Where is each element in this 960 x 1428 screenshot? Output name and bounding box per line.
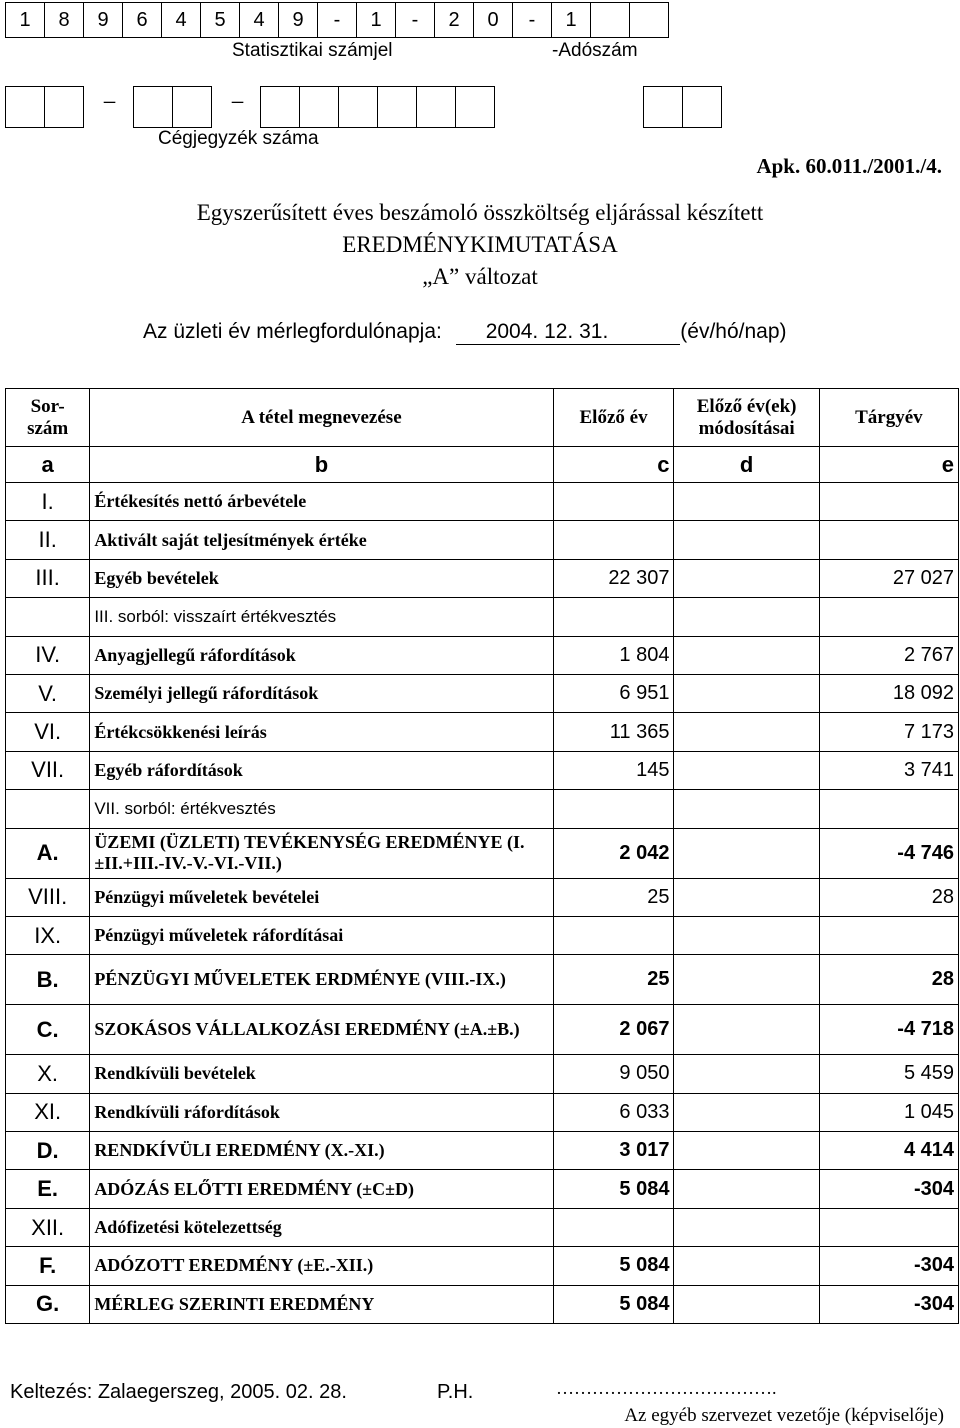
row-number: IV. [6, 636, 90, 674]
table-row [6, 1093, 959, 1131]
registry-cell [643, 86, 683, 128]
stat-number-cell: 1 [356, 2, 396, 38]
row-number [6, 790, 90, 828]
stat-number-cell: 4 [239, 2, 279, 38]
table-row [6, 751, 959, 789]
row-number: A. [6, 828, 90, 878]
letter-e: e [819, 447, 958, 483]
table-row [6, 636, 959, 674]
row-current-year: 7 173 [819, 713, 958, 751]
signature-dots: ………………………………. [556, 1378, 777, 1398]
stamp-mark: P.H. [437, 1381, 474, 1403]
table-row [6, 878, 959, 916]
registry-cell [172, 86, 212, 128]
row-current-year: 28 [819, 878, 958, 916]
row-previous-year: 25 [553, 878, 674, 916]
row-modifications [674, 916, 819, 954]
row-name: Rendkívüli ráfordítások [90, 1093, 553, 1131]
row-previous-year: 2 042 [553, 828, 674, 878]
registry-cell [377, 86, 417, 128]
row-modifications [674, 751, 819, 789]
stat-number-cell: 1 [551, 2, 591, 38]
row-current-year [819, 1208, 958, 1246]
row-current-year: 27 027 [819, 559, 958, 597]
row-name: ADÓZOTT EREDMÉNY (±E.-XII.) [90, 1247, 553, 1285]
row-name: III. sorból: visszaírt értékvesztés [90, 598, 553, 636]
table-row [6, 790, 959, 828]
row-name: Rendkívüli bevételek [90, 1055, 553, 1093]
registry-cell [455, 86, 495, 128]
registry-cell [44, 86, 84, 128]
row-modifications [674, 1132, 819, 1170]
row-number: I. [6, 483, 90, 521]
balance-date-line [143, 320, 787, 345]
registry-cells-group1 [5, 86, 83, 128]
stat-number-cell: 0 [473, 2, 513, 38]
row-previous-year: 6 951 [553, 674, 674, 712]
row-previous-year: 145 [553, 751, 674, 789]
stat-number-cell: 9 [83, 2, 123, 38]
row-name: RENDKÍVÜLI EREDMÉNY (X.-XI.) [90, 1132, 553, 1170]
stat-number-cell: 4 [161, 2, 201, 38]
title-line-1: Egyszerűsített éves beszámoló összköltség eljárással készített [196, 200, 764, 225]
table-row [6, 828, 959, 878]
letter-d: d [674, 447, 819, 483]
row-number: XI. [6, 1093, 90, 1131]
row-name: Pénzügyi műveletek ráfordításai [90, 916, 553, 954]
row-name: Egyéb ráfordítások [90, 751, 553, 789]
row-number: VIII. [6, 878, 90, 916]
table-row [6, 674, 959, 712]
place-and-date: Keltezés: Zalaegerszeg, 2005. 02. 28. [10, 1381, 347, 1403]
row-previous-year [553, 916, 674, 954]
row-modifications [674, 955, 819, 1005]
row-name: Személyi jellegű ráfordítások [90, 674, 553, 712]
row-modifications [674, 598, 819, 636]
balance-date-format: (év/hó/nap) [680, 320, 787, 343]
stat-number-cell: 5 [200, 2, 240, 38]
document-reference: Apk. 60.011./2001./4. [756, 154, 942, 178]
row-current-year: 5 459 [819, 1055, 958, 1093]
row-current-year [819, 916, 958, 954]
header-previous-year: Előző év [553, 389, 674, 447]
registry-cell [299, 86, 339, 128]
row-previous-year: 22 307 [553, 559, 674, 597]
row-previous-year: 2 067 [553, 1005, 674, 1055]
row-current-year: 28 [819, 955, 958, 1005]
row-name: VII. sorból: értékvesztés [90, 790, 553, 828]
row-current-year [819, 521, 958, 559]
row-name: Egyéb bevételek [90, 559, 553, 597]
row-number: VII. [6, 751, 90, 789]
stat-number-cell: 8 [44, 2, 84, 38]
row-previous-year [553, 521, 674, 559]
row-name: Értékesítés nettó árbevétele [90, 483, 553, 521]
row-previous-year: 11 365 [553, 713, 674, 751]
registry-label: Cégjegyzék száma [158, 128, 319, 149]
table-row [6, 1247, 959, 1285]
table-row [6, 1132, 959, 1170]
row-name: ÜZEMI (ÜZLETI) TEVÉKENYSÉG EREDMÉNYE (I.±II.+III.-IV.-V.-VI.-VII.) [90, 828, 553, 878]
row-previous-year [553, 790, 674, 828]
row-modifications [674, 1285, 819, 1323]
header-sorszam: Sor- szám [6, 389, 90, 447]
registry-cells-group3 [260, 86, 494, 128]
row-previous-year: 9 050 [553, 1055, 674, 1093]
row-modifications [674, 713, 819, 751]
row-name: Értékcsökkenési leírás [90, 713, 553, 751]
row-current-year: 4 414 [819, 1132, 958, 1170]
registry-cell [5, 86, 45, 128]
income-statement-table [5, 388, 959, 1324]
row-modifications [674, 483, 819, 521]
row-modifications [674, 559, 819, 597]
row-previous-year: 3 017 [553, 1132, 674, 1170]
table-row [6, 521, 959, 559]
stat-number-cell [629, 2, 669, 38]
table-row [6, 1208, 959, 1246]
row-modifications [674, 790, 819, 828]
row-previous-year: 5 084 [553, 1247, 674, 1285]
row-modifications [674, 828, 819, 878]
row-name: PÉNZÜGYI MŰVELETEK ERDMÉNYE (VIII.-IX.) [90, 955, 553, 1005]
stat-number-cell: - [317, 2, 357, 38]
table-row [6, 1055, 959, 1093]
header-name: A tétel megnevezése [90, 389, 553, 447]
registry-cell [416, 86, 456, 128]
row-previous-year: 5 084 [553, 1170, 674, 1208]
row-modifications [674, 674, 819, 712]
row-number: B. [6, 955, 90, 1005]
signer-title: Az egyéb szervezet vezetője (képviselője) [624, 1405, 944, 1426]
row-number: F. [6, 1247, 90, 1285]
title-line-3: „A” változat [422, 264, 538, 289]
row-name: Anyagjellegű ráfordítások [90, 636, 553, 674]
balance-date-value: 2004. 12. 31. [456, 320, 615, 345]
tax-number-label: -Adószám [552, 40, 638, 61]
header-modifications: Előző év(ek) módosításai [674, 389, 819, 447]
stat-number-cell: 1 [5, 2, 45, 38]
row-name: SZOKÁSOS VÁLLALKOZÁSI EREDMÉNY (±A.±B.) [90, 1005, 553, 1055]
row-number [6, 598, 90, 636]
row-previous-year [553, 598, 674, 636]
row-number: D. [6, 1132, 90, 1170]
stat-number-cell: 6 [122, 2, 162, 38]
table-row [6, 713, 959, 751]
stat-number-cell: 2 [434, 2, 474, 38]
row-name: Aktivált saját teljesítmények értéke [90, 521, 553, 559]
row-modifications [674, 1247, 819, 1285]
row-number: IX. [6, 916, 90, 954]
row-number: G. [6, 1285, 90, 1323]
row-current-year [819, 790, 958, 828]
balance-date-label: Az üzleti év mérlegfordulónapja: [143, 320, 442, 343]
row-number: XII. [6, 1208, 90, 1246]
stat-number-cell: - [512, 2, 552, 38]
stat-number-cell [590, 2, 630, 38]
table-row [6, 955, 959, 1005]
table-row [6, 598, 959, 636]
row-modifications [674, 1170, 819, 1208]
row-name: Pénzügyi műveletek bevételei [90, 878, 553, 916]
row-modifications [674, 636, 819, 674]
row-current-year: -304 [819, 1247, 958, 1285]
registry-dash-1: _ [104, 82, 116, 104]
row-number: C. [6, 1005, 90, 1055]
row-previous-year: 25 [553, 955, 674, 1005]
table-row [6, 1285, 959, 1323]
row-number: V. [6, 674, 90, 712]
row-number: E. [6, 1170, 90, 1208]
letter-c: c [553, 447, 674, 483]
row-previous-year [553, 483, 674, 521]
table-row [6, 916, 959, 954]
table-row [6, 1170, 959, 1208]
row-previous-year: 6 033 [553, 1093, 674, 1131]
row-modifications [674, 878, 819, 916]
row-current-year [819, 598, 958, 636]
row-previous-year: 5 084 [553, 1285, 674, 1323]
stat-number-cell: - [395, 2, 435, 38]
row-current-year: 18 092 [819, 674, 958, 712]
row-current-year: -4 718 [819, 1005, 958, 1055]
table-header-row [6, 389, 959, 447]
row-current-year: 1 045 [819, 1093, 958, 1131]
stat-number-cell: 9 [278, 2, 318, 38]
letters-row [6, 447, 959, 483]
row-number: II. [6, 521, 90, 559]
balance-date-underline [614, 320, 680, 345]
table-row [6, 559, 959, 597]
row-current-year: 2 767 [819, 636, 958, 674]
registry-cell [260, 86, 300, 128]
row-previous-year [553, 1208, 674, 1246]
registry-cell [133, 86, 173, 128]
row-number: X. [6, 1055, 90, 1093]
row-number: VI. [6, 713, 90, 751]
row-number: III. [6, 559, 90, 597]
registry-cell [682, 86, 722, 128]
row-current-year: -4 746 [819, 828, 958, 878]
table-row [6, 483, 959, 521]
row-modifications [674, 1093, 819, 1131]
registry-dash-2: _ [232, 82, 244, 104]
row-modifications [674, 1055, 819, 1093]
row-modifications [674, 521, 819, 559]
registry-cells-group2 [133, 86, 211, 128]
row-current-year: -304 [819, 1170, 958, 1208]
table-row [6, 1005, 959, 1055]
row-name: MÉRLEG SZERINTI EREDMÉNY [90, 1285, 553, 1323]
row-current-year [819, 483, 958, 521]
letter-b: b [90, 447, 553, 483]
row-current-year: -304 [819, 1285, 958, 1323]
row-name: ADÓZÁS ELŐTTI EREDMÉNY (±C±D) [90, 1170, 553, 1208]
stat-number-cells [5, 2, 668, 38]
letter-a: a [6, 447, 90, 483]
stat-number-label: Statisztikai számjel [232, 40, 393, 61]
row-name: Adófizetési kötelezettség [90, 1208, 553, 1246]
registry-cell [338, 86, 378, 128]
registry-cells-group4 [643, 86, 721, 128]
row-modifications [674, 1005, 819, 1055]
row-current-year: 3 741 [819, 751, 958, 789]
row-modifications [674, 1208, 819, 1246]
header-current-year: Tárgyév [819, 389, 958, 447]
title-line-2: EREDMÉNYKIMUTATÁSA [342, 232, 618, 257]
row-previous-year: 1 804 [553, 636, 674, 674]
